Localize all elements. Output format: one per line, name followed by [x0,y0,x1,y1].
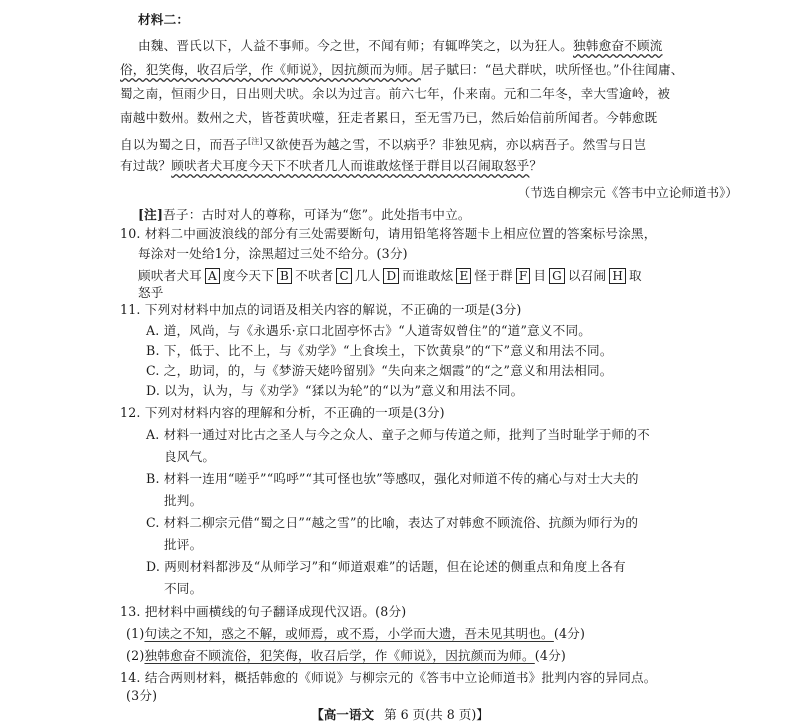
material2-line-3: 蜀之南，恒雨少日，日出则犬吠。余以为过言。前六七年，仆来南。元和二年冬，幸大雪逾岭，被 [120,86,671,101]
q11-option-c: C. 之，助词，的，与《梦游天姥吟留别》“失向来之烟霞”的“之”意义和用法相同。 [146,363,613,378]
footer-page: 第 6 页(共 8 页)】 [384,707,489,722]
page-footer [0,704,800,723]
q12-option-d-cont: 不同。 [164,581,203,596]
material2-heading: 材料二： [138,12,190,27]
footer-subject: 【高一语文 [311,707,375,722]
q10-sentence-tail: 怒乎 [138,285,164,300]
material2-source: （节选自柳宗元《答韦中立论师道书》） [517,185,738,200]
answer-box[interactable]: E [456,268,471,284]
wavy-text: 俗，犯笑侮，收召后学，作《师说》，因抗颜而为师。 [120,62,421,77]
q14-stem-1: 14. 结合两则材料，概括韩愈的《师说》与柳宗元的《答韦中立论师道书》批判内容的异同点。 [120,670,657,685]
q10-stem-2: 每涂对一处给1分，涂黑超过三处不给分。(3分) [138,246,408,261]
item-number: (1) [126,626,145,641]
answer-box[interactable]: H [609,268,626,284]
text-run: 居子賦曰：“邑犬群吠，吠所怪也。”仆往闻庸、 [420,62,684,77]
points: (4分) [553,626,586,641]
q13-stem: 13. 把材料中画横线的句子翻译成现代汉语。(8分) [120,604,407,619]
text-run: 有过哉？ [120,158,172,173]
q12-option-b: B. 材料一连用“嗟乎”“呜呼”“其可怪也欤”等感叹，强化对师道不传的痛心与对士大夫的 [146,471,639,486]
points: (4分) [534,648,566,663]
answer-box[interactable]: A [205,268,220,284]
item-number: (2) [126,648,145,663]
segment: 取 [629,268,642,283]
answer-box[interactable]: C [336,268,351,284]
underlined-sentence: 句读之不知，惑之不解，或师焉，或不焉，小学而大遗，吾未见其明也。 [144,626,554,641]
note-text: 吾子：古时对人的尊称，可译为“您”。此处指韦中立。 [163,207,471,222]
material2-line-4: 南越中数州。数州之犬，皆苍黄吠噬，狂走者累日，至无雪乃已，然后始信前所闻者。今韩愈既 [120,110,658,125]
text-run: ？ [529,158,543,173]
q11-option-d: D. 以为，认为，与《劝学》“猱以为轮”的“以为”意义和用法不同。 [146,383,524,398]
text-run: 又欲使吾为越之雪，不以病乎？非独见病，亦以病吾子。然雪与日岂 [262,137,647,153]
segment: 而谁敢炫 [402,268,454,283]
q13-item-2 [126,648,566,664]
q12-option-a-cont: 良风气。 [164,449,216,464]
underlined-sentence: 独韩愈奋不顾流俗，犯笑侮，收召后学，作《师说》，因抗颜而为师。 [144,648,535,663]
segment: 几人 [354,268,381,283]
q12-option-c-cont: 批评。 [164,537,203,552]
q11-option-a: A. 道，风尚，与《永遇乐·京口北固亭怀古》“人道寄奴曾住”的“道”意义不同。 [146,323,592,338]
q12-option-d: D. 两则材料都涉及“从师学习”和“师道艰难”的话题，但在论述的侧重点和角度上各有 [146,559,626,574]
segment: 顾吠者犬耳 [138,268,202,283]
note-label: [注] [138,207,164,222]
q11-option-b: B. 下，低于、比不上，与《劝学》“上食埃土，下饮黄泉”的“下”意义和用法不同。 [146,343,613,358]
segment: 目 [533,268,547,283]
note-marker: [注] [247,137,263,146]
q13-item-1 [126,626,585,642]
q12-option-c: C. 材料二柳宗元借“蜀之日”“越之雪”的比喻，表达了对韩愈不顾流俗、抗颜为师行为的 [146,515,639,530]
text-run: 自以为蜀之日，而吾子 [120,137,248,153]
wavy-text: 顾吠者犬耳度今天下不吠者几人而谁敢炫怪于群目以召闹取怒乎 [171,158,530,173]
text-run: 由魏、晋氏以下，人益不事师。今之世，不闻有师；有辄哗笑之，以为狂人。 [138,38,573,53]
segment: 度今天下 [222,268,275,283]
q14-stem-2: (3分) [126,688,158,703]
q12-option-a: A. 材料一通过对比古之圣人与今之众人、童子之师与传道之师，批判了当时耻学于师的不 [146,427,650,442]
answer-box[interactable]: D [383,268,399,284]
wavy-text: 独韩愈奋不顾流 [573,38,663,53]
segment: 以召闹 [567,268,607,283]
answer-box[interactable]: B [277,268,292,284]
answer-box[interactable]: G [549,268,565,284]
segment: 怪于群 [474,268,513,283]
q12-option-b-cont: 批判。 [164,493,203,508]
q12-stem: 12. 下列对材料内容的理解和分析，不正确的一项是(3分) [120,405,445,420]
q10-stem-1: 10. 材料二中画波浪线的部分有三处需要断句，请用铅笔将答题卡上相应位置的答案标号涂黑， [120,226,657,241]
q11-stem: 11. 下列对材料中加点的词语及相关内容的解说，不正确的一项是(3分) [120,302,522,317]
answer-box[interactable]: F [516,268,531,284]
segment: 不吠者 [295,268,334,283]
